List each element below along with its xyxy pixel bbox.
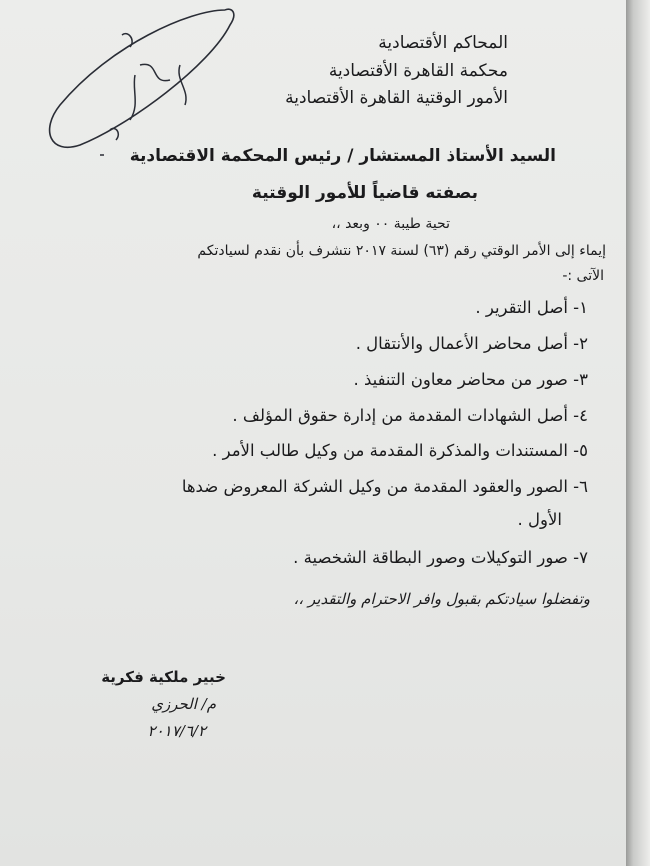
- intro-line: إيماء إلى الأمر الوقتي رقم (٦٣) لسنة ٢٠١٧ نتشرف بأن نقدم لسيادتكم: [197, 243, 606, 259]
- list-item: ٥- المستندات والمذكرة المقدمة من وكيل طالب الأمر .: [212, 441, 588, 460]
- list-item-continuation: الأول .: [517, 510, 562, 529]
- greeting-line: تحية طيبة ٠٠ وبعد ،،: [331, 216, 450, 232]
- header-line-court: محكمة القاهرة الأقتصادية: [328, 61, 508, 81]
- list-item: ٤- أصل الشهادات المقدمة من إدارة حقوق المؤلف .: [232, 406, 588, 425]
- closing-handwritten: وتفضلوا سيادتكم بقبول وافر الاحترام والتقدير ،،: [293, 590, 590, 608]
- list-item: ٢- أصل محاضر الأعمال والأنتقال .: [355, 334, 588, 353]
- list-item: ٣- صور من محاضر معاون التنفيذ .: [353, 370, 588, 389]
- date-handwritten: ٢٠١٧/٦/٢: [147, 722, 206, 740]
- list-item: ٧- صور التوكيلات وصور البطاقة الشخصية .: [293, 548, 588, 567]
- addressee-capacity: بصفته قاضياً للأمور الوقتية: [251, 183, 478, 203]
- expert-title: خبير ملكية فكرية: [101, 668, 226, 686]
- addressee-line: السيد الأستاذ المستشار / رئيس المحكمة الاقتصادية: [129, 146, 556, 166]
- list-item: ٦- الصور والعقود المقدمة من وكيل الشركة المعروض ضدها: [181, 477, 588, 496]
- header-line-department: الأمور الوقتية القاهرة الأقتصادية: [285, 88, 508, 108]
- list-item: ١- أصل التقرير .: [475, 298, 588, 317]
- intro-continuation: الآتى :-: [562, 268, 604, 284]
- page-edge-shadow: [626, 0, 650, 866]
- header-line-courts: المحاكم الأقتصادية: [378, 33, 508, 53]
- signer-name-handwritten: م/ الحرزي: [151, 695, 216, 713]
